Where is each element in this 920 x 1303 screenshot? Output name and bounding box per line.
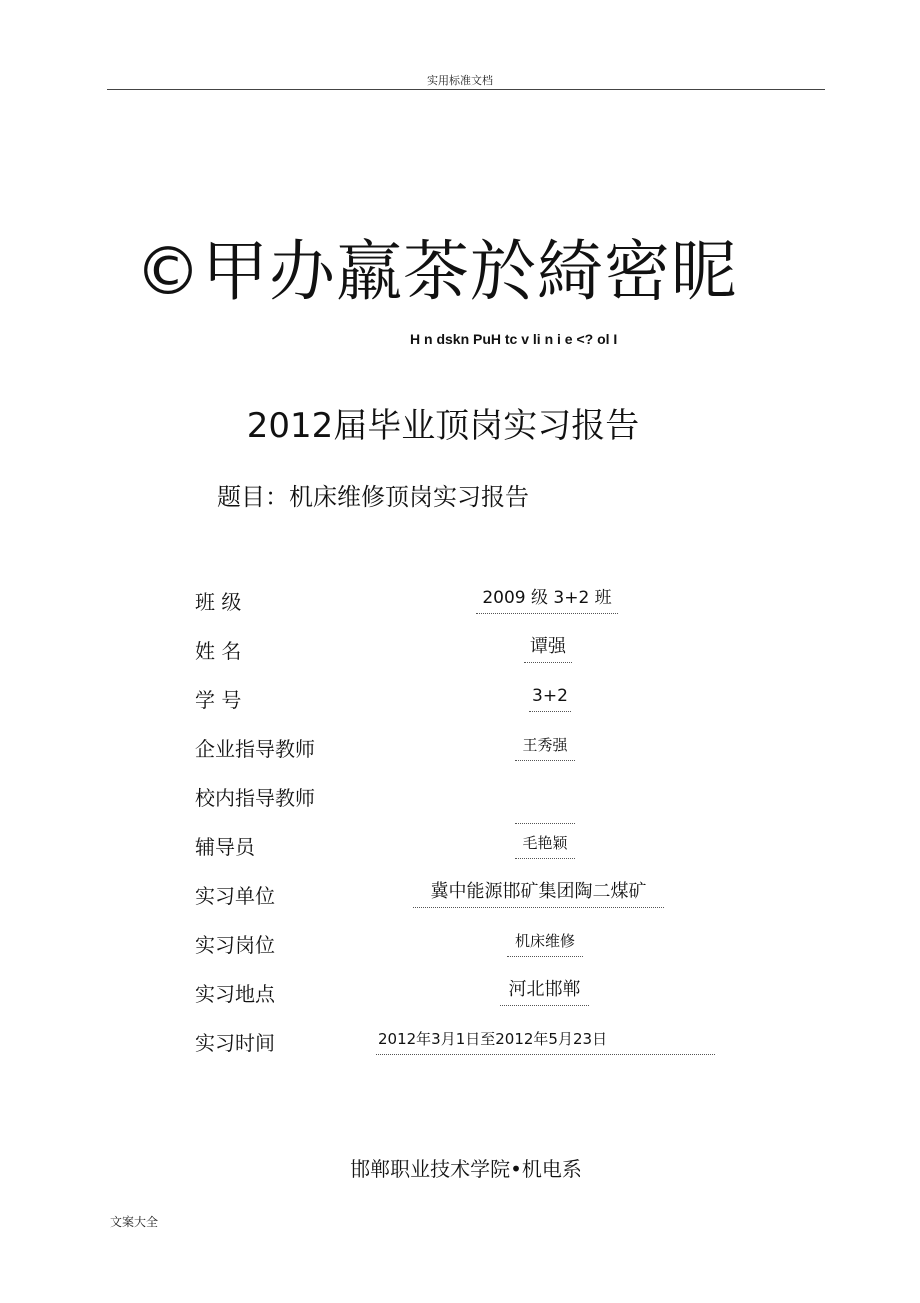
info-row-student-id bbox=[0, 678, 920, 718]
info-label: 实习时间 bbox=[195, 1031, 275, 1055]
info-label: 校内指导教师 bbox=[195, 786, 315, 810]
info-label: 学 号 bbox=[195, 688, 242, 712]
info-label: 实习岗位 bbox=[195, 933, 275, 957]
info-row-school-advisor bbox=[0, 776, 920, 816]
info-label: 实习地点 bbox=[195, 982, 275, 1006]
info-value: 王秀强 bbox=[515, 733, 575, 761]
info-label: 辅导员 bbox=[195, 835, 255, 859]
info-row-time bbox=[0, 1021, 920, 1061]
info-value: 2012年3月1日至2012年5月23日 bbox=[376, 1027, 715, 1055]
info-value: 河北邯郸 bbox=[500, 978, 589, 1006]
info-value bbox=[515, 782, 575, 785]
school-name-cn: ©甲办羸茶於綺密昵 bbox=[135, 233, 738, 310]
info-row-enterprise-advisor bbox=[0, 727, 920, 767]
info-label: 姓 名 bbox=[195, 639, 242, 663]
blank-underline bbox=[515, 823, 575, 824]
info-label: 班 级 bbox=[195, 590, 242, 614]
info-label: 企业指导教师 bbox=[195, 737, 315, 761]
info-value: 毛艳颖 bbox=[515, 831, 575, 859]
info-row-class bbox=[0, 580, 920, 620]
report-title: 2012届毕业顶岗实习报告 bbox=[246, 406, 640, 446]
report-subject: 题目：机床维修顶岗实习报告 bbox=[217, 483, 529, 511]
school-name-en: H n dskn PuH tc v li n i e <? ol I bbox=[410, 331, 618, 347]
info-value: 冀中能源邯矿集团陶二煤矿 bbox=[413, 880, 664, 908]
info-value: 谭强 bbox=[524, 635, 572, 663]
info-label: 实习单位 bbox=[195, 884, 275, 908]
info-row-counselor bbox=[0, 825, 920, 865]
info-row-unit bbox=[0, 874, 920, 914]
header-rule bbox=[107, 89, 825, 90]
info-row-position bbox=[0, 923, 920, 963]
info-row-name bbox=[0, 629, 920, 669]
info-row-location bbox=[0, 972, 920, 1012]
info-value: 机床维修 bbox=[507, 929, 583, 957]
info-value: 3+2 bbox=[529, 684, 571, 712]
footer-text: 文案大全 bbox=[110, 1215, 159, 1229]
header-text: 实用标准文档 bbox=[427, 74, 493, 87]
info-value: 2009 级 3+2 班 bbox=[476, 586, 618, 614]
department-name: 邯郸职业技术学院•机电系 bbox=[350, 1157, 582, 1181]
